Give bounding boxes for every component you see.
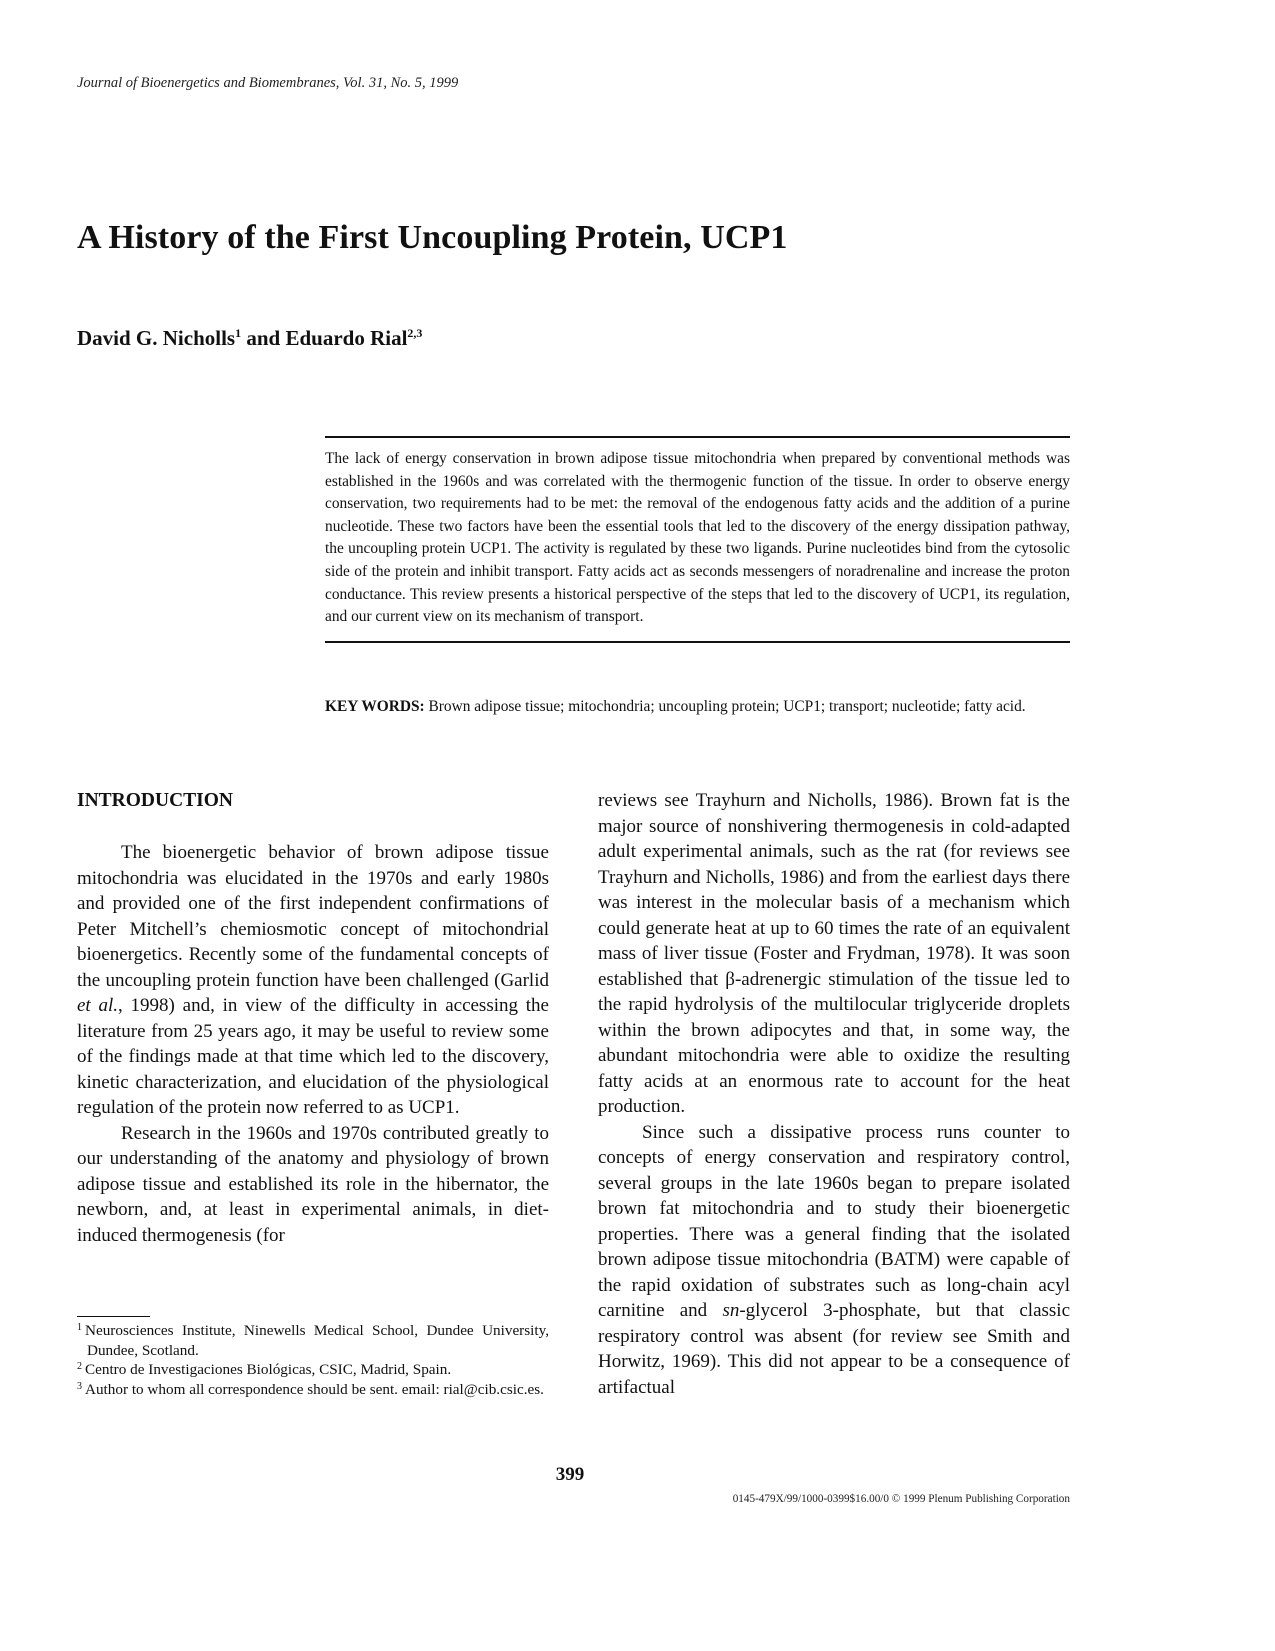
left-column bbox=[77, 840, 549, 1248]
footnotes bbox=[77, 1321, 549, 1399]
paragraph-text: -glycerol 3-phosphate, but that classic respiratory control was absent (for review see Smith and Horwitz, 1969). This did not appear to be a consequence of artifactual bbox=[598, 1300, 1071, 1398]
page-number: 399 bbox=[555, 1464, 585, 1485]
article-title: A History of the First Uncoupling Protein, UCP1 bbox=[77, 219, 788, 256]
footnote-item bbox=[77, 1380, 549, 1400]
keywords-list: Brown adipose tissue; mitochondria; uncoupling protein; UCP1; transport; nucleotide; fatty acid. bbox=[424, 698, 1026, 715]
footnote-divider bbox=[77, 1316, 150, 1317]
footnote-item bbox=[77, 1360, 549, 1380]
author-nicholls: David G. Nicholls bbox=[77, 326, 236, 350]
et-al-italic: et al. bbox=[77, 995, 119, 1016]
footnote-text: Neurosciences Institute, Ninewells Medical School, Dundee University, Dundee, Scotland. bbox=[85, 1322, 549, 1359]
abstract-text: The lack of energy conservation in brown adipose tissue mitochondria when prepared by conventional methods was established in the 1960s and was correlated with the thermogenic function of the tissue. In order to observe energy conservation, two requirements had to be met: the removal of the endogenous fatty acids and the addition of a purine nucleotide. These two factors have been the essential tools that led to the discovery of the energy dissipation pathway, the uncoupling protein UCP1. The activity is regulated by these two ligands. Purine nucleotides bind from the cytosolic side of the protein and inhibit transport. Fatty acids act as seconds messengers of noradrenaline and increase the proton conductance. This review presents a historical perspective of the steps that led to the discovery of UCP1, its regulation, and our current view on its mechanism of transport. bbox=[325, 450, 1070, 626]
author-affiliation-mark: 2,3 bbox=[407, 326, 423, 340]
copyright-line: 0145-479X/99/1000-0399$16.00/0 © 1999 Plenum Publishing Corporation bbox=[732, 1493, 1070, 1505]
paragraph-text: The bioenergetic behavior of brown adipose tissue mitochondria was elucidated in the 1970s and early 1980s and provided one of the first independent confirmations of Peter Mitchell’s chemiosmotic concept of mitochondrial bioenergetics. Recently some of the fundamental concepts of the uncoupling protein function have been challenged (Garlid bbox=[77, 842, 549, 991]
keywords-label: KEY WORDS: bbox=[325, 698, 425, 715]
footnote-item bbox=[77, 1321, 549, 1360]
paragraph-text: , 1998) and, in view of the difficulty in accessing the literature from 25 years ago, it may be useful to review some of the findings made at that time which led to the discovery, kinetic characterization, and elucidation of the physiological regulation of the protein now referred to as UCP1. bbox=[77, 995, 549, 1118]
footnote-mark: 3 bbox=[77, 1380, 82, 1392]
abstract-box bbox=[325, 436, 1070, 643]
journal-header: Journal of Bioenergetics and Biomembranes, Vol. 31, No. 5, 1999 bbox=[77, 75, 459, 91]
footnote-mark: 1 bbox=[77, 1322, 82, 1333]
intro-paragraph-2: Research in the 1960s and 1970s contributed greatly to our understanding of the anatomy and physiology of brown adipose tissue and established its role in the hibernator, the newborn, and, at least in experimental animals, in diet-induced thermogenesis (for bbox=[77, 1122, 549, 1246]
intro-paragraph-3: reviews see Trayhurn and Nicholls, 1986). Brown fat is the major source of nonshivering thermogenesis in cold-adapted adult experimental animals, such as the rat (for reviews see Trayhurn and Nicholls, 1986) and from the earliest days there was interest in the molecular basis of a mechanism which could generate heat at up to 60 times the rate of an equivalent mass of liver tissue (Foster and Frydman, 1978). It was soon established that β-adrenergic stimulation of the tissue led to the rapid hydrolysis of the multilocular triglyceride droplets within the brown adipocytes and that, in some way, the abundant mitochondria were able to oxidize the resulting fatty acids at an enormous rate to account for the heat production. bbox=[598, 790, 1070, 1117]
footnote-text: Centro de Investigaciones Biológicas, CSIC, Madrid, Spain. bbox=[85, 1361, 452, 1378]
author-line bbox=[77, 326, 422, 351]
intro-paragraph-1 bbox=[77, 840, 549, 1121]
author-affiliation-mark: 1 bbox=[235, 326, 242, 340]
intro-paragraph-4 bbox=[598, 1120, 1070, 1401]
footnote-mark: 2 bbox=[77, 1361, 82, 1372]
author-joiner: and bbox=[241, 326, 286, 350]
footnote-text: Author to whom all correspondence should be sent. email: rial@cib.csic.es. bbox=[85, 1380, 544, 1398]
section-heading-introduction: INTRODUCTION bbox=[77, 790, 234, 811]
sn-italic: sn bbox=[722, 1300, 740, 1321]
right-column bbox=[598, 788, 1070, 1400]
keywords bbox=[325, 696, 1070, 717]
author-rial: Eduardo Rial bbox=[285, 326, 408, 350]
paragraph-text: Since such a dissipative process runs counter to concepts of energy conservation and respiratory control, several groups in the late 1960s began to prepare isolated brown fat mitochondria and to study their bioenergetic properties. There was a general finding that the isolated brown adipose tissue mitochondria (BATM) were capable of the rapid oxidation of substrates such as long-chain acyl carnitine and bbox=[598, 1121, 1070, 1321]
